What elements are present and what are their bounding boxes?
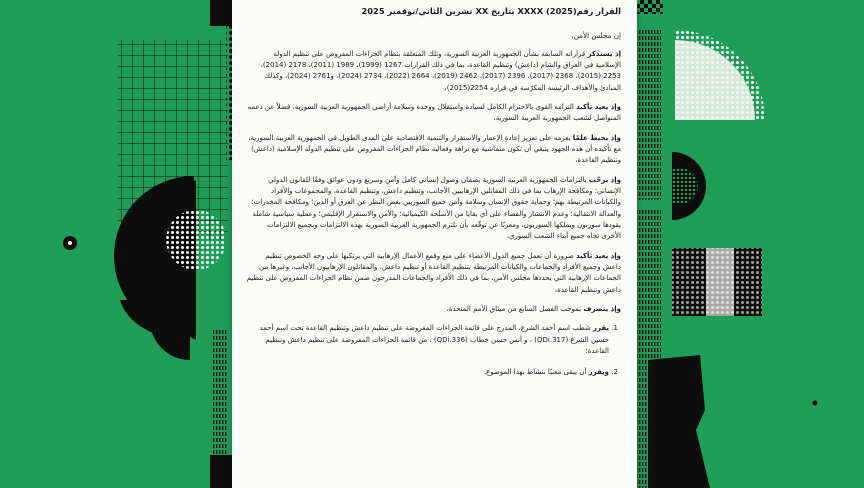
paragraph-text: قراراته السابقة بشأن الجمهورية العربية السورية، وتلك المتعلقة بنظام الجزاءات المفروض على تنظيم الدولة الإسلامية في العراق والشام (داعش) وتنظيم القاعدة، بما في ذلك القرارات 1267 (1999)، 1989 (2011)، 2178 (2014)، 2253 (2015)، 2368 (2017)، 2396 (2017)، 2462 (2019)، 2664 (2022)، 2734 (2024)، و2761 (2024)، وكذلك المبادئ والأهداف الرئيسة المكرّسة في قراره 2254(2015)، [260,49,621,92]
operative-lead: ويقرر [588,368,609,377]
preamble-paragraph [246,251,621,296]
paragraph-lead: إذ يستذكر [587,49,621,58]
preamble-paragraph [246,133,621,167]
operative-text: أن يبقى معنيًا بنشاط بهذا الموضوع. [483,368,589,377]
paragraph-text: التزامه القوي بالاحترام الكامل لسيادة واستقلال ووحدة وسلامة أراضي الجمهورية العربية السورية، فضلاً عن دعمه المتواصل لشعب الجمهورية العربية السورية، [247,103,621,123]
black-bottom-arc [150,320,190,360]
paragraph-text: بالتزامات الجمهورية العربية السورية بضمان وصول إنساني كامل وآمن وسريع ودون عوائق وفقًا للقانون الدولي الإنساني؛ ومكافحة الإرهاب بما في ذلك المقاتلين الإرهابيين الأجانب، وتنظيم داعش، وتنظيم القاعدة، والمجموعات والأفراد والكيانات المرتبطة بهم؛ وحماية حقوق الإنسان وسلامة وأمن جميع السوريين بغض النظر عن العرق أو الدين؛ ومكافحة المخدرات؛ والعدالة الانتقالية؛ وعدم الانتشار والقضاء على أي بقايا من الأسلحة الكيميائية؛ والأمن والاستقرار الإقليمي؛ وعملية سياسية شاملة يقودها سوريون ويملكها السوريون، ومعربًا عن توقّعه بأن تلتزم الجمهورية العربية السورية بهذه الالتزامات وبجميع الالتزامات الأخرى تجاه جميع أبناء الشعب السوري، [251,175,621,241]
paragraph-text: بموجب الفصل السابع من ميثاق الأمم المتحدة، [446,305,584,314]
paragraph-lead: وإذ يحيط علمًا [572,133,621,142]
dotted-circle [166,210,226,270]
preamble-paragraph [246,304,621,315]
dotted-moon [662,168,698,204]
salutation: إن مجلس الأمن، [571,30,621,40]
paragraph-lead: وإذ يعيد تأكيد [576,251,621,260]
paragraph-text: ضرورة أن تعمل جميع الدول الأعضاء على منع وقمع الأعمال الإرهابية التي يرتكبها على وجه الخصوص تنظيم داعش وجميع الأفراد والجماعات والكيانات المرتبطة بتنظيم القاعدة أو تنظيم داعش، والمقاتلون الإرهابيون الأجانب، وغيرها من الجماعات الإرهابية التي يحددها مجلس الأمن، بما في ذلك الأفراد والجماعات المدرجون ضمن نظام الجزاءات المفروض على تنظيم داعش وتنظيم القاعدة، [246,251,621,294]
paragraph-lead: وإذ يرحّب [588,175,621,184]
operative-item [246,367,609,378]
preamble-paragraph [246,102,621,125]
paragraph-lead: وإذ يعيد تأكيد [576,103,621,112]
black-block-bottom-left [210,455,232,488]
operative-lead: يقرر [592,324,609,333]
black-strip-right-1 [637,30,661,200]
operative-text: شطب اسم أحمد الشرع، المدرج على قائمة الجزاءات المفروضة على تنظيم داعش وتنظيم القاعدة تحت اسم أحمد حسين الشرع (QDi.317) ، و أنس حسن خطاب (QDi.336) ، من قائمة الجزاءات المفروضة على تنظيم داعش وتنظيم القاعدة؛ [259,324,609,355]
dotted-strip-top-right [637,0,663,14]
dot-overlay-squares [672,248,762,316]
operative-list [246,323,621,378]
operative-item [246,323,609,357]
resolution-title: القرار رقم(2025) XXXX بتاريخ XX تشرين الثاني/نوفمبر 2025 [361,6,621,16]
paragraph-text: بعزمه على تعزيز إعادة الإعمار والاستقرار والتنمية الاقتصادية على المدى الطويل في الجمهورية العربية السورية، مع تأكيده أن هذه الجهود ينبغي أن تكون متماشية مع نزاهة وفعالية نظام الجزاءات المفروض على تنظيم الدولة الإسلامية (داعش) وتنظيم القاعدة، [248,133,621,165]
small-black-dot-right [813,401,818,406]
resolution-document [232,0,637,488]
white-arc [675,40,755,120]
dotted-column [212,330,228,470]
preamble-paragraph [246,175,621,243]
small-white-dot [68,241,72,245]
preamble-paragraph [246,49,621,94]
black-torn-shape [648,355,710,488]
paragraph-lead: وإذ يتصرف [583,305,621,314]
